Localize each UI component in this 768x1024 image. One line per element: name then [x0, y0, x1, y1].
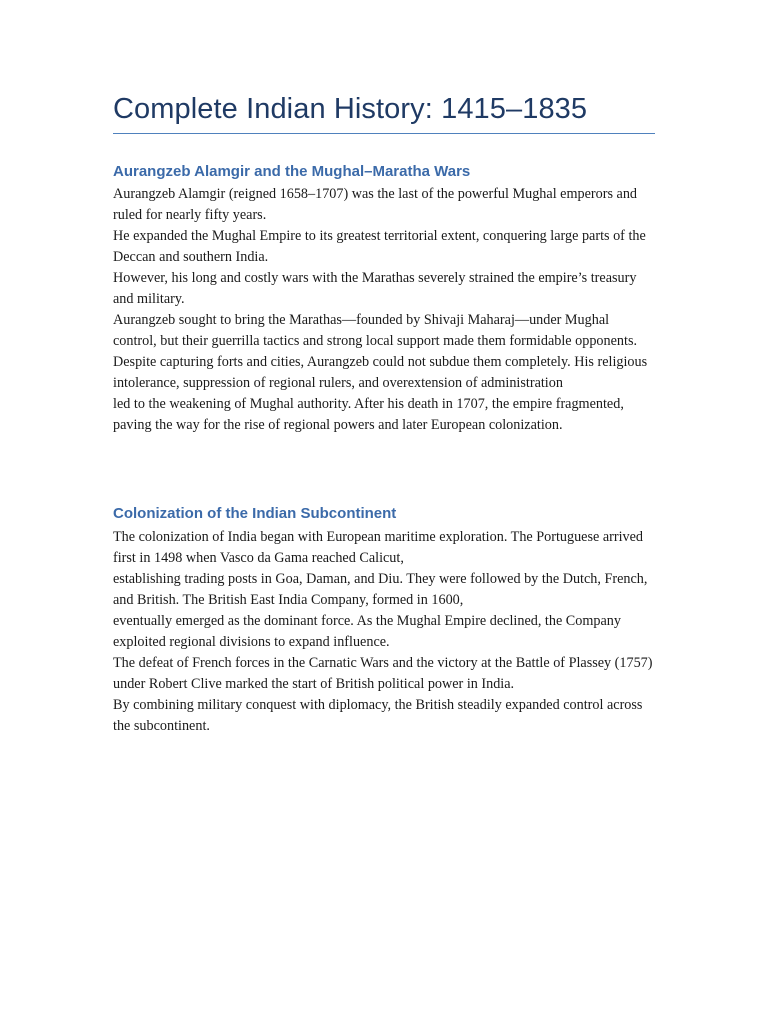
paragraph: The defeat of French forces in the Carnatic Wars and the victory at the Battle of Plassey (1757) under Robert Clive marked the start of British political power in India.	[113, 654, 653, 692]
section-aurangzeb	[113, 162, 655, 437]
section-heading: Colonization of the Indian Subcontinent	[113, 505, 397, 523]
document-body	[113, 92, 655, 737]
paragraph: Aurangzeb sought to bring the Marathas—founded by Shivaji Maharaj—under Mughal control, but their guerrilla tactics and strong local support made them formidable opponents.	[113, 312, 638, 350]
section-heading: Aurangzeb Alamgir and the Mughal–Maratha Wars	[113, 162, 471, 180]
paragraph: He expanded the Mughal Empire to its greatest territorial extent, conquering large parts of the Deccan and southern India.	[113, 228, 646, 266]
paragraph: Despite capturing forts and cities, Aurangzeb could not subdue them completely. His religious intolerance, suppression of regional rulers, and overextension of administration	[113, 354, 648, 392]
document-title: Complete Indian History: 1415–1835	[113, 92, 655, 134]
paragraph: led to the weakening of Mughal authority. After his death in 1707, the empire fragmented, paving the way for the rise of regional powers and later European colonization.	[113, 396, 624, 434]
paragraph: The colonization of India began with European maritime exploration. The Portuguese arrived first in 1498 when Vasco da Gama reached Calicut,	[113, 528, 644, 566]
paragraph: establishing trading posts in Goa, Daman, and Diu. They were followed by the Dutch, French, and British. The British East India Company, formed in 1600,	[113, 570, 648, 608]
section-colonization	[113, 504, 655, 737]
paragraph: Aurangzeb Alamgir (reigned 1658–1707) was the last of the powerful Mughal emperors and ruled for nearly fifty years.	[113, 186, 638, 224]
paragraph: However, his long and costly wars with the Marathas severely strained the empire’s treasury and military.	[113, 270, 637, 308]
paragraph: By combining military conquest with diplomacy, the British steadily expanded control across the subcontinent.	[113, 696, 643, 734]
paragraph: eventually emerged as the dominant force. As the Mughal Empire declined, the Company exploited regional divisions to expand influence.	[113, 612, 621, 650]
